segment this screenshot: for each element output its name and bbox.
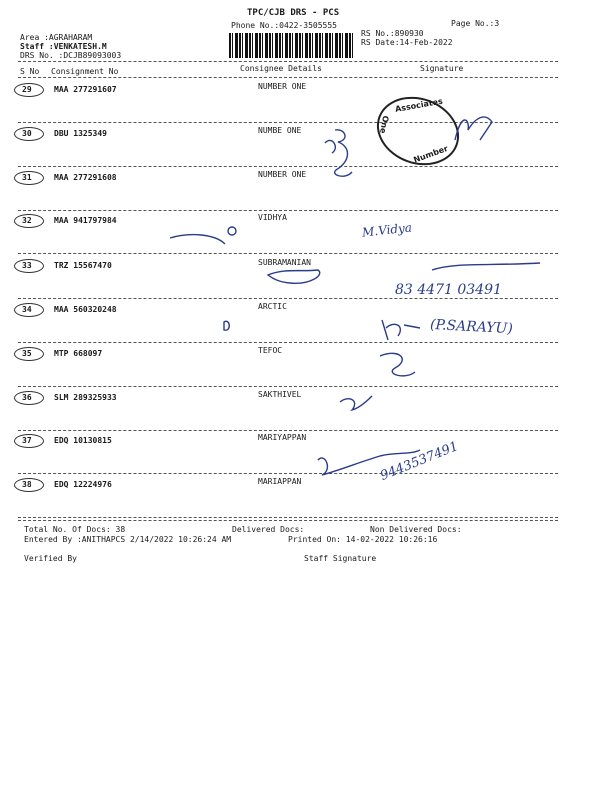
row-sno: 38 [22,480,32,489]
row-sno: 34 [22,305,32,314]
row-consignee: MARIYAPPAN [258,433,307,442]
stamp-text-one: One [378,114,391,135]
row-sno: 29 [22,85,32,94]
page-number: Page No.:3 [451,19,500,28]
total-docs: Total No. Of Docs: 38 [24,525,126,534]
col-consignee: Consignee Details [240,64,322,73]
handwritten-name-vidya: M.Vidya [361,220,413,240]
signature-row-37 [318,450,420,475]
phone-number: Phone No.:0422-3505555 [231,21,337,30]
signature-row-35 [380,353,415,375]
entered-by: Entered By :ANITHAPCS 2/14/2022 10:26:24 AM [24,535,232,544]
row-consignment-no: MAA 560320248 [54,305,117,314]
row-sno: 35 [22,349,32,358]
delivered-docs: Delivered Docs: [232,525,305,534]
row-consignment-no: DBU 1325349 [54,129,107,138]
col-sno: S No [20,67,40,76]
row-consignment-no: EDQ 10130815 [54,436,112,445]
row-consignment-no: MTP 668097 [54,349,103,358]
row-consignee: NUMBER ONE [258,82,307,91]
row-sno: 33 [22,261,32,270]
handwritten-phone-mariappan: 9443537491 [378,439,461,484]
printed-on: Printed On: 14-02-2022 10:26:16 [288,535,438,544]
rs-date: RS Date:14-Feb-2022 [361,38,453,47]
area-field: Area :AGRAHARAM [20,33,93,42]
row-consignment-no: EDQ 12224976 [54,480,112,489]
staff-signature: Staff Signature [304,554,377,563]
row-consignment-no: MAA 941797984 [54,216,117,225]
signature-row-36 [340,396,372,410]
row-sno: 32 [22,216,32,225]
page-title: TPC/CJB DRS - PCS [247,8,340,18]
signature-row-30 [335,130,352,176]
row-sno: 30 [22,129,32,138]
row-consignment-no: MAA 277291608 [54,173,117,182]
footer-divider [18,520,558,521]
row-consignee: NUMBE ONE [258,126,302,135]
non-delivered-docs: Non Delivered Docs: [370,525,462,534]
staff-field: Staff :VENKATESH.M [20,42,107,51]
row-consignee: SAKTHIVEL [258,390,302,399]
row-consignee: SUBRAMANIAN [258,258,311,267]
row-consignee: VIDHYA [258,213,287,222]
row-sno: 37 [22,436,32,445]
stamp-text-number: Number [412,143,450,165]
verified-by: Verified By [24,554,77,563]
rs-number: RS No.:890930 [361,29,424,38]
drs-number: DRS No. :DCJB89093003 [20,51,122,60]
row-consignment-no: TRZ 15567470 [54,261,112,270]
row-consignment-no: SLM 289325933 [54,393,117,402]
signature-row-29 [455,117,492,140]
row-sno: 31 [22,173,32,182]
row-consignment-no: MAA 277291607 [54,85,117,94]
signature-row-33 [268,270,320,283]
handwritten-name-sarayu: (P.SARAYU) [429,316,514,338]
signature-row-34 [382,320,420,340]
row-consignee: NUMBER ONE [258,170,307,179]
row-consignee: MARIAPPAN [258,477,302,486]
row-sno: 36 [22,393,32,402]
stamp-text-associates: Associates [394,96,444,114]
col-signature: Signature [420,64,464,73]
col-consignment: Consignment No [51,67,119,76]
signature-row-33-tamil [432,263,540,270]
handwritten-phone-subramanian: 83 4471 03491 [395,282,502,298]
row-consignee: TEFOC [258,346,283,355]
row-consignee: ARCTIC [258,302,287,311]
